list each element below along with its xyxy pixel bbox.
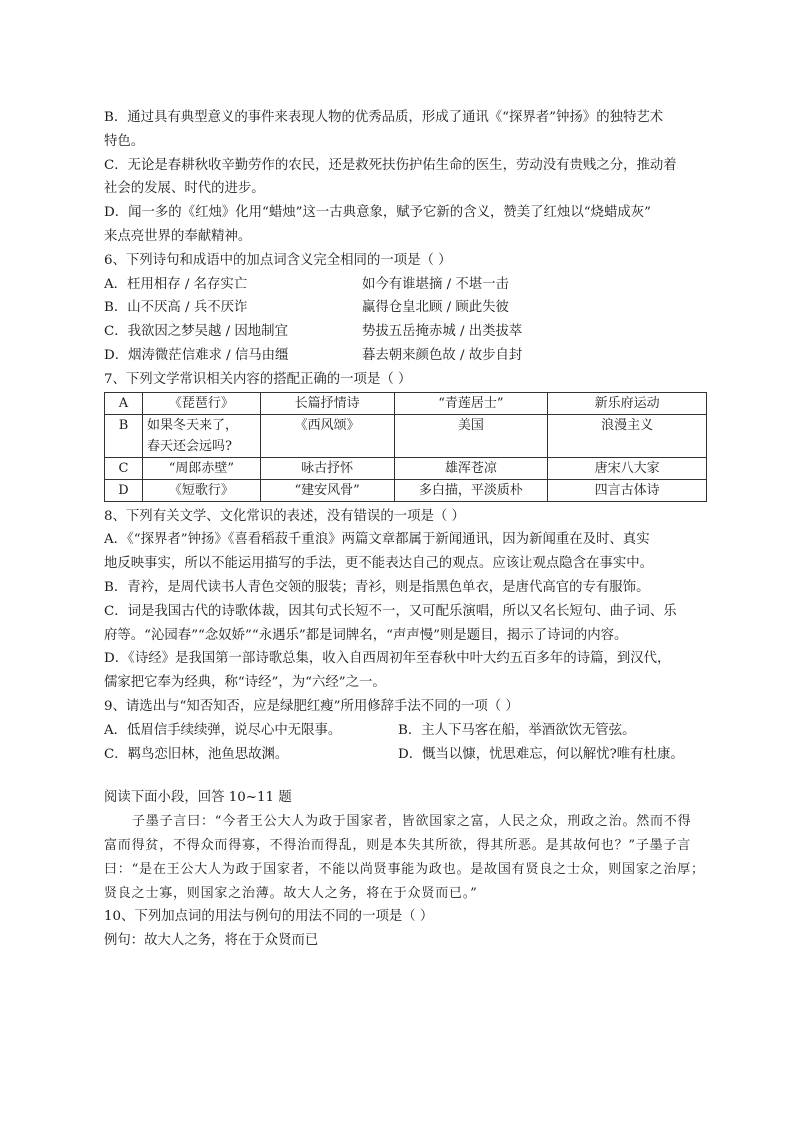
table-cell: A [105,392,143,414]
q5-option-b-line2: 特色。 [104,133,145,149]
q8-line: 地反映事实，所以不能运用描写的手法，更不能表达自己的观点。应该让观点隐含在事实中。 [104,556,654,572]
q5-option-c-line1: C．无论是春耕秋收辛勤劳作的农民，还是救死扶伤护佑生命的医生，劳动没有贵贱之分，推动着 [104,157,677,173]
table-cell: 长篇抒情诗 [260,392,394,414]
q8-line: D．《诗经》是我国第一部诗歌总集，收入自西周初年至春秋中叶大约五百多年的诗篇，到汉代， [104,651,671,667]
q8-line: A．《“探界者”钟扬》《喜看稻菽千重浪》两篇文章都属于新闻通讯，因为新闻重在及时、真实 [104,532,650,548]
q9-stem: 9、请选出与“知否知否，应是绿肥红瘦”所用修辞手法不同的一项（ ） [104,698,519,714]
table-cell: 《短歌行》 [142,479,260,501]
q10-example: 例句：故大人之务，将在于众贤而已 [104,933,319,949]
classical-text-line: 曰：“是在王公大人为政于国家者，不能以尚贤事能为政也。是故国有贤良之士众，则国家之治厚； [104,861,705,877]
table-cell: 美国 [394,414,548,457]
q8-line: 儒家把它奉为经典，称“诗经”，为“六经”之一。 [104,675,386,691]
q6-option-d [104,344,716,368]
table-cell: 多白描，平淡质朴 [394,479,548,501]
q5-option-b-line1: B．通过具有典型意义的事件来表现人物的优秀品质，形成了通讯《“探界者”钟扬》的独特艺术 [104,110,664,125]
q6-option-b-left: B．山不厌高 / 兵不厌诈 [104,300,248,316]
table-cell: C [105,457,143,479]
q6-option-a [104,273,716,297]
q6-option-c-right: 势拔五岳掩赤城 / 出类拔萃 [362,324,523,340]
table-row [105,457,707,479]
table-cell: 四言古体诗 [548,479,707,501]
q6-stem: 6、下列诗句和成语中的加点词含义完全相同的一项是（ ） [104,252,452,268]
q9-option-a: A．低眉信手续续弹，说尽心中无限事。 [104,722,342,738]
q8-line: B．青衿，是周代读书人青色交领的服装；青衫，则是指黑色单衣，是唐代高官的专有服饰。 [104,579,650,595]
table-cell: 新乐府运动 [548,392,707,414]
table-cell: 唐宋八大家 [548,457,707,479]
table-cell: 雄浑苍凉 [394,457,548,479]
q9-option-c: C．羁鸟恋旧林，池鱼思故渊。 [104,746,289,762]
classical-text-line: 富而得贫，不得众而得寡，不得治而得乱，则是本失其所欲，得其所恶。是其故何也？”子墨子言 [104,837,692,853]
q6-option-d-left: D．烟涛微茫信难求 / 信马由缰 [104,347,289,363]
q5-option-c-line2: 社会的发展、时代的进步。 [104,181,265,197]
q5-option-d-line2: 来点亮世界的奉献精神。 [104,228,252,244]
q7-stem: 7、下列文学常识相关内容的搭配正确的一项是（ ） [104,371,412,387]
q8-line: 府等。“沁园春”“念奴娇”“永遇乐”都是词牌名，“声声慢”则是题目，揭示了诗词的内容。 [104,627,628,643]
q5-option-d-line1: D．闻一多的《红烛》化用“蜡烛”这一古典意象，赋予它新的含义，赞美了红烛以“烧蜡成灰” [104,205,651,221]
q9-options-cd [104,743,716,767]
table-cell: “建安风骨” [260,479,394,501]
table-cell: 《琵琶行》 [142,392,260,414]
table-cell: “青莲居士” [394,392,548,414]
q10-stem: 10、下列加点词的用法与例句的用法不同的一项是（ ） [104,909,434,925]
table-cell: “周郎赤壁” [142,457,260,479]
table-cell: 《西风颂》 [260,414,394,457]
table-cell: 浪漫主义 [548,414,707,457]
table-cell: D [105,479,143,501]
q9-options-ab [104,719,716,743]
q8-line: C．词是我国古代的诗歌体裁，因其句式长短不一，又可配乐演唱，所以又名长短句、曲子词、乐 [104,603,677,619]
q6-option-c-left: C．我欲因之梦吴越 / 因地制宜 [104,324,288,340]
table-row [105,414,707,457]
table-cell-multiline: 如果冬天来了， 春天还会远吗? [142,414,260,457]
q9-option-d: D．慨当以慷，忧思难忘，何以解忧?唯有杜康。 [398,746,684,762]
q6-option-c [104,320,716,344]
q6-option-d-right: 暮去朝来颜色故 / 故步自封 [362,347,523,363]
q6-option-b-right: 赢得仓皇北顾 / 顾此失彼 [362,300,509,316]
q6-option-b [104,296,716,320]
q7-table [104,392,707,502]
q8-stem: 8、下列有关文学、文化常识的表述，没有错误的一项是（ ） [104,508,465,524]
table-row [105,392,707,414]
classical-text-line: 贤良之士寡，则国家之治薄。故大人之务，将在于众贤而已。” [104,885,478,901]
table-row [105,479,707,501]
q6-option-a-left: A．枉用相存 / 名存实亡 [104,276,248,292]
q9-option-b: B．主人下马客在船，举酒欲饮无管弦。 [398,722,636,738]
table-cell: 咏古抒怀 [260,457,394,479]
q6-option-a-right: 如今有谁堪摘 / 不堪一击 [362,276,509,292]
exam-page [104,106,716,953]
classical-text-line: 子墨子言曰：“今者王公大人为政于国家者，皆欲国家之富，人民之众，刑政之治。然而不得 [132,814,692,830]
reading-intro: 阅读下面小段，回答 10~11 题 [104,790,292,806]
table-cell: B [105,414,143,457]
